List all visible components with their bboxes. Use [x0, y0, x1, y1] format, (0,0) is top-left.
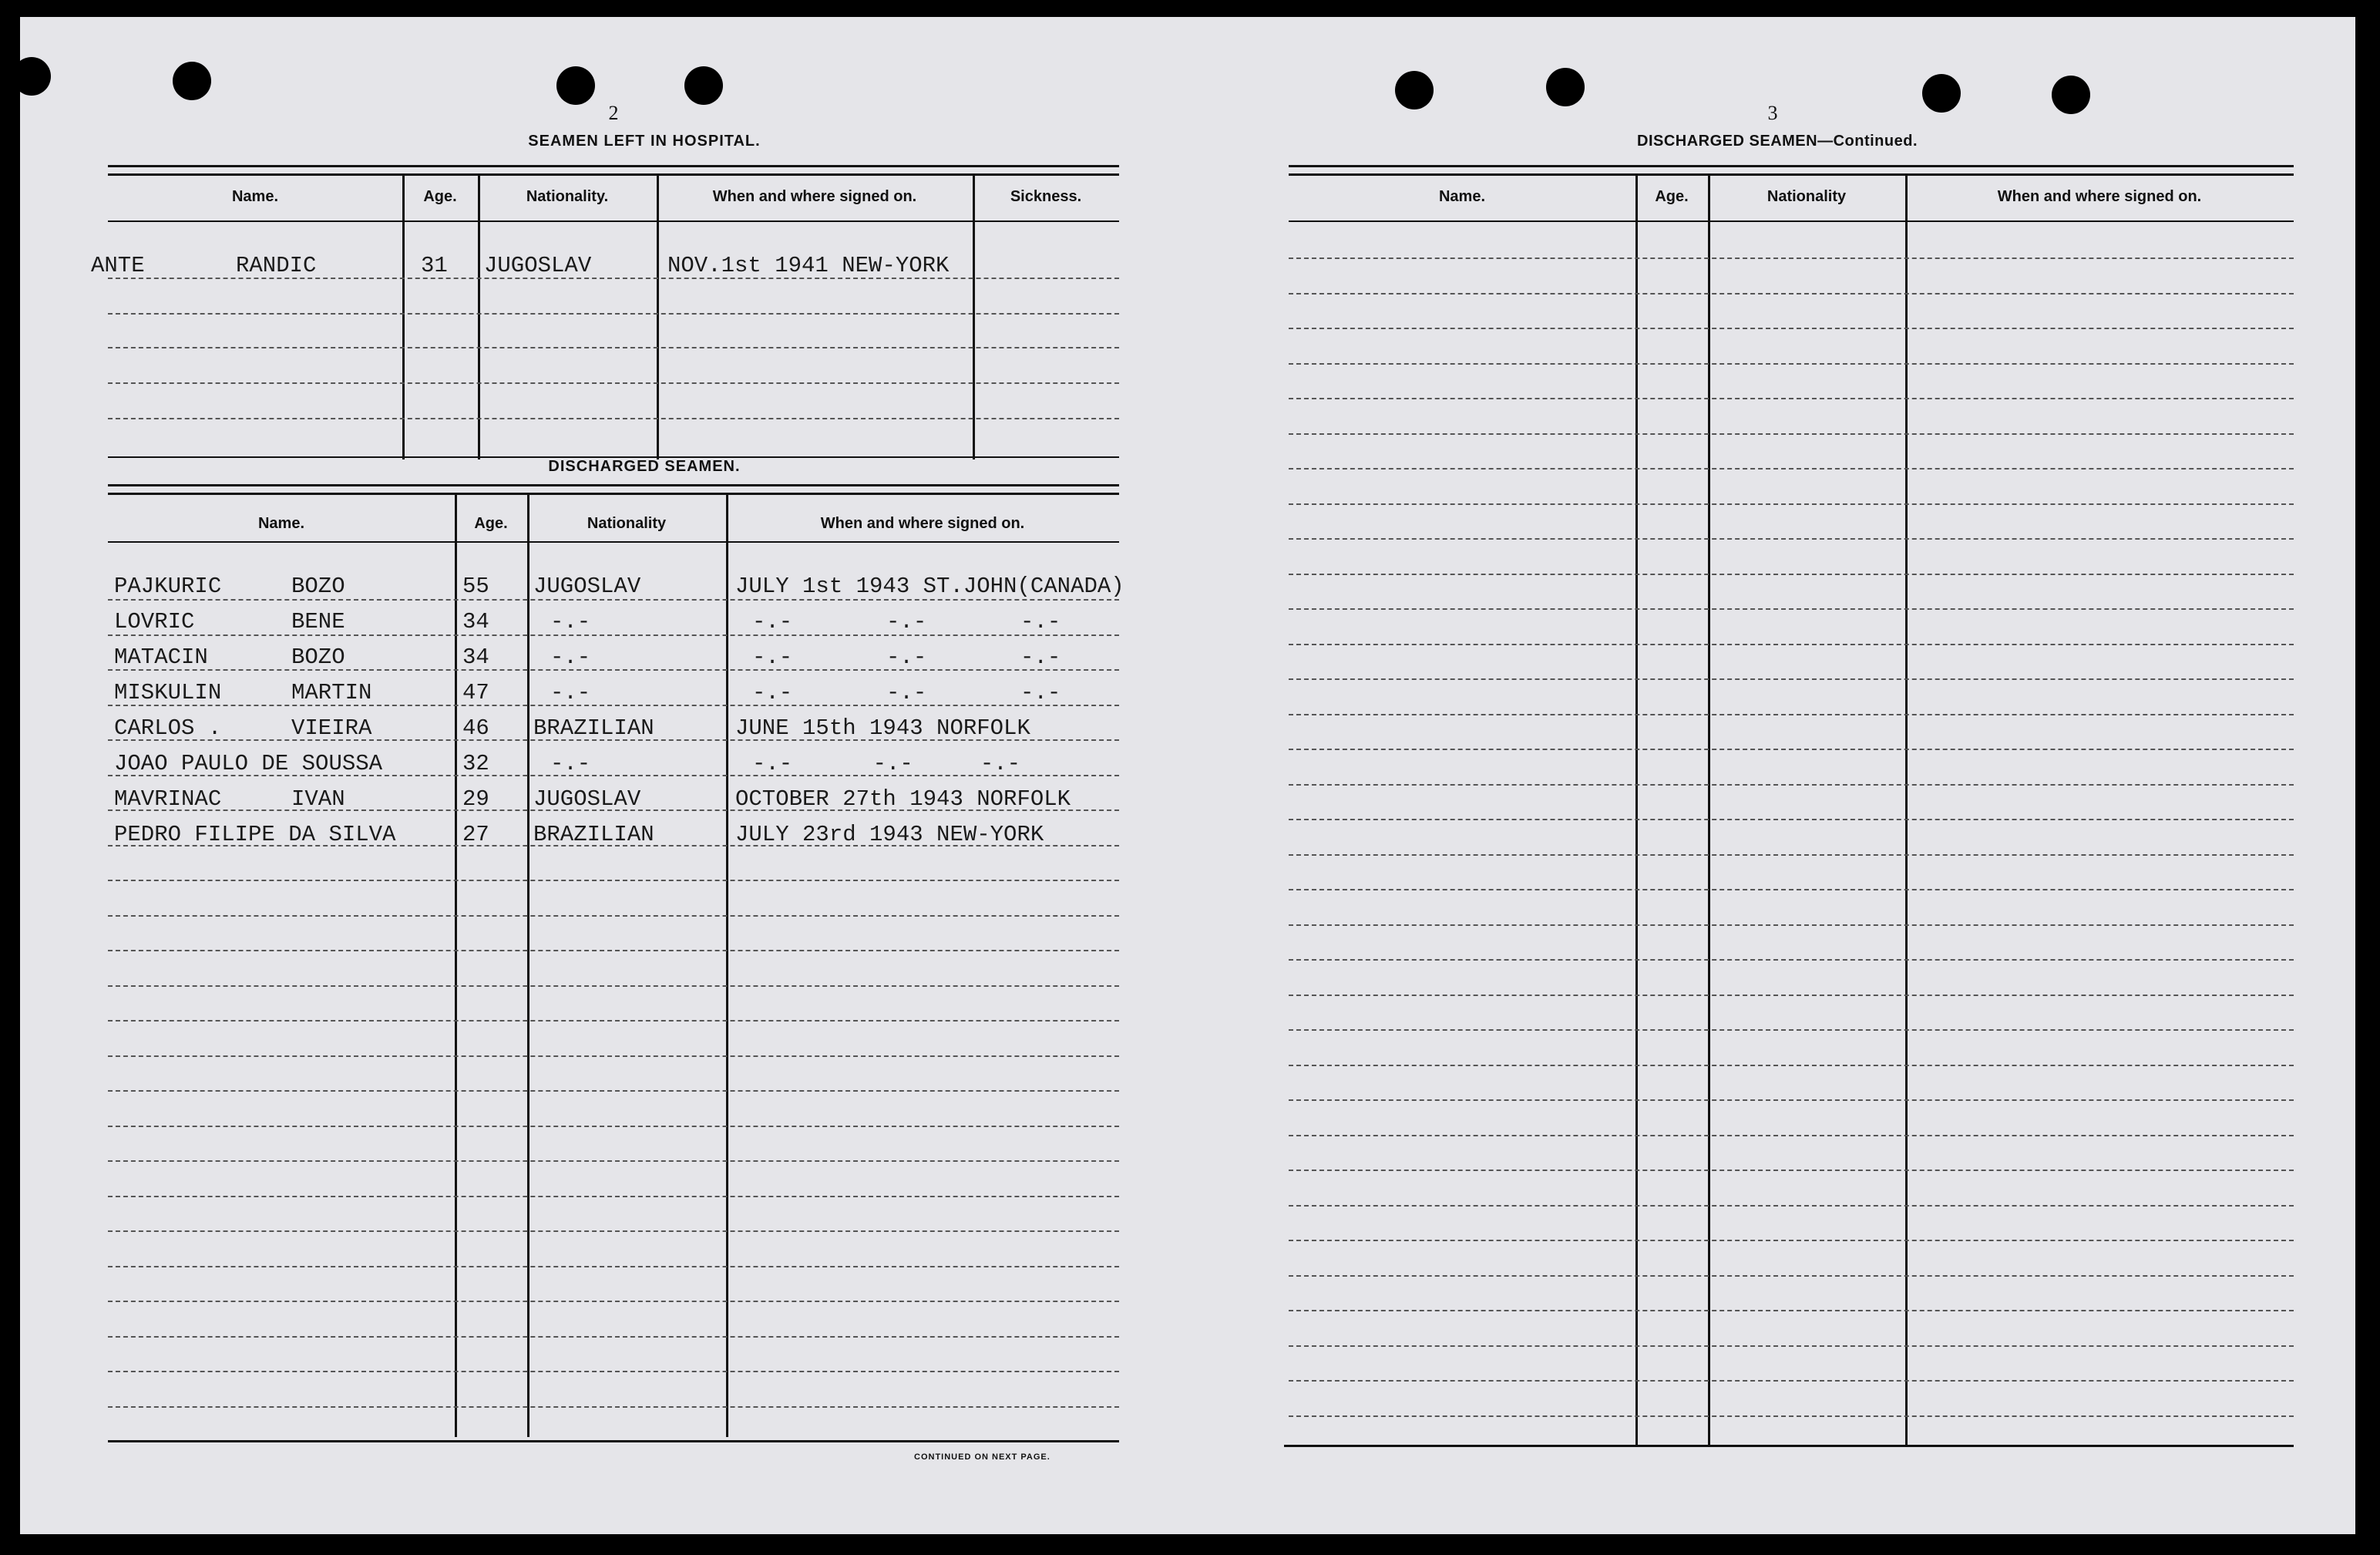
seaman-last-name: CARLOS . — [114, 715, 222, 741]
row-line — [1289, 678, 2294, 680]
header-rule — [108, 541, 1119, 543]
column-header: When and where signed on. — [1997, 188, 2202, 205]
punch-hole — [2052, 76, 2090, 114]
row-line — [1289, 293, 2294, 295]
punch-hole — [556, 66, 595, 105]
column-divider — [973, 174, 975, 459]
seaman-nationality: JUGOSLAV — [533, 786, 641, 812]
seaman-first-name: BENE — [291, 609, 345, 634]
signed-on: -.- -.- -.- — [752, 609, 1061, 634]
row-line — [108, 313, 1119, 315]
column-header: When and where signed on. — [712, 188, 917, 205]
seaman-nationality: JUGOSLAV — [533, 574, 641, 599]
signed-on: JUNE 15th 1943 NORFOLK — [735, 715, 1030, 741]
column-header: Age. — [423, 188, 457, 205]
row-line — [1289, 1170, 2294, 1171]
column-divider — [1635, 174, 1638, 1445]
row-line — [1289, 1099, 2294, 1101]
row-line — [1289, 995, 2294, 996]
page-number: 3 — [1767, 102, 1778, 124]
seaman-name: PEDRO FILIPE DA SILVA — [114, 822, 396, 847]
seaman-last-name: PAJKURIC — [114, 574, 222, 599]
signed-on: JULY 1st 1943 ST.JOHN(CANADA) — [735, 574, 1124, 599]
row-line — [108, 1266, 1119, 1267]
column-header: Age. — [1655, 188, 1689, 205]
row-line — [108, 915, 1119, 917]
document-sheet — [20, 17, 2355, 1534]
signed-on: -.- -.- -.- — [752, 680, 1061, 705]
column-header: Name. — [1438, 188, 1486, 205]
row-line — [1289, 749, 2294, 750]
seaman-nationality: -.- — [550, 680, 591, 705]
row-line — [1289, 1065, 2294, 1066]
punch-hole — [1922, 74, 1961, 113]
row-line — [108, 1126, 1119, 1127]
row-line — [108, 880, 1119, 881]
seaman-age: 32 — [462, 751, 489, 776]
continued-note: CONTINUED ON NEXT PAGE. — [914, 1452, 1050, 1462]
row-line — [108, 950, 1119, 951]
row-line — [1289, 1380, 2294, 1382]
row-line — [108, 634, 1119, 636]
column-header: Nationality. — [526, 188, 609, 205]
row-line — [108, 1371, 1119, 1372]
column-header: Nationality — [1767, 188, 1847, 205]
header-rule — [108, 220, 1119, 222]
column-divider — [402, 174, 405, 459]
seaman-last-name: MAVRINAC — [114, 786, 222, 812]
column-header: Nationality — [587, 515, 667, 532]
column-divider — [478, 174, 480, 459]
right-page — [1199, 17, 2355, 1534]
row-line — [1289, 784, 2294, 786]
seaman-first-name: BOZO — [291, 574, 345, 599]
seaman-nationality: JUGOSLAV — [484, 253, 592, 278]
seaman-age: 46 — [462, 715, 489, 741]
hospital-section-title: SEAMEN LEFT IN HOSPITAL. — [528, 133, 761, 150]
page-number: 2 — [608, 102, 619, 124]
seaman-first-name: ANTE — [91, 253, 145, 278]
row-line — [108, 1196, 1119, 1197]
row-line — [1289, 819, 2294, 820]
seaman-age: 31 — [421, 253, 448, 278]
punch-hole — [1546, 68, 1585, 106]
row-line — [108, 418, 1119, 419]
row-line — [108, 1336, 1119, 1338]
punch-hole — [684, 66, 723, 105]
bottom-rule — [108, 1440, 1119, 1442]
row-line — [1289, 574, 2294, 575]
seaman-name: JOAO PAULO DE SOUSSA — [114, 751, 383, 776]
row-line — [1289, 959, 2294, 961]
row-line — [1289, 538, 2294, 540]
punch-hole — [1395, 71, 1434, 109]
seaman-age: 47 — [462, 680, 489, 705]
row-line — [1289, 468, 2294, 470]
row-line — [108, 1230, 1119, 1232]
column-divider — [1905, 174, 1908, 1445]
row-line — [1289, 1310, 2294, 1311]
row-line — [108, 1301, 1119, 1302]
row-line — [1289, 433, 2294, 435]
row-line — [1289, 854, 2294, 856]
signed-on: -.- -.- -.- — [752, 645, 1061, 670]
column-divider — [657, 174, 659, 459]
row-line — [1289, 714, 2294, 715]
row-line — [108, 1090, 1119, 1092]
double-rule — [1289, 165, 2294, 176]
continued-section-title: DISCHARGED SEAMEN—Continued. — [1637, 133, 1918, 150]
signed-on: JULY 23rd 1943 NEW-YORK — [735, 822, 1044, 847]
signed-on: NOV.1st 1941 NEW-YORK — [667, 253, 950, 278]
row-line — [1289, 889, 2294, 890]
row-line — [1289, 1029, 2294, 1031]
seaman-age: 27 — [462, 822, 489, 847]
seaman-age: 34 — [462, 609, 489, 634]
seaman-nationality: -.- — [550, 751, 591, 776]
row-line — [1289, 1415, 2294, 1417]
seaman-nationality: BRAZILIAN — [533, 715, 654, 741]
row-line — [108, 347, 1119, 348]
row-line — [108, 1020, 1119, 1022]
row-line — [1289, 1205, 2294, 1207]
seaman-first-name: MARTIN — [291, 680, 372, 705]
seaman-nationality: -.- — [550, 609, 591, 634]
column-header: Age. — [474, 515, 508, 532]
row-line — [1289, 1240, 2294, 1241]
seaman-nationality: -.- — [550, 645, 591, 670]
signed-on: OCTOBER 27th 1943 NORFOLK — [735, 786, 1071, 812]
seaman-age: 29 — [462, 786, 489, 812]
seaman-first-name: IVAN — [291, 786, 345, 812]
row-line — [108, 382, 1119, 384]
seaman-age: 34 — [462, 645, 489, 670]
row-line — [1289, 1275, 2294, 1277]
row-line — [108, 1406, 1119, 1408]
seaman-last-name: RANDIC — [236, 253, 317, 278]
row-line — [1289, 257, 2294, 259]
punch-hole — [12, 57, 51, 96]
row-line — [1289, 924, 2294, 926]
row-line — [1289, 644, 2294, 645]
signed-on: -.- -.- -.- — [752, 751, 1021, 776]
seaman-age: 55 — [462, 574, 489, 599]
bottom-rule — [1284, 1445, 2294, 1447]
column-header: When and where signed on. — [820, 515, 1025, 532]
row-line — [108, 985, 1119, 987]
row-line — [1289, 503, 2294, 505]
column-header: Sickness. — [1010, 188, 1082, 205]
seaman-nationality: BRAZILIAN — [533, 822, 654, 847]
punch-hole — [173, 62, 211, 100]
row-line — [1289, 1345, 2294, 1347]
row-line — [1289, 363, 2294, 365]
column-header: Name. — [231, 188, 279, 205]
left-page — [20, 17, 1176, 1534]
row-line — [1289, 1135, 2294, 1136]
column-header: Name. — [257, 515, 305, 532]
double-rule — [108, 165, 1119, 176]
double-rule — [108, 484, 1119, 495]
seaman-last-name: MISKULIN — [114, 680, 222, 705]
row-line — [108, 1160, 1119, 1162]
seaman-first-name: BOZO — [291, 645, 345, 670]
column-divider — [1708, 174, 1710, 1445]
seaman-first-name: VIEIRA — [291, 715, 372, 741]
seaman-last-name: LOVRIC — [114, 609, 195, 634]
seaman-last-name: MATACIN — [114, 645, 208, 670]
header-rule — [1289, 220, 2294, 222]
discharged-section-title: DISCHARGED SEAMEN. — [548, 458, 741, 475]
row-line — [108, 599, 1119, 601]
row-line — [108, 1055, 1119, 1057]
row-line — [1289, 398, 2294, 399]
row-line — [1289, 328, 2294, 329]
row-line — [1289, 608, 2294, 610]
